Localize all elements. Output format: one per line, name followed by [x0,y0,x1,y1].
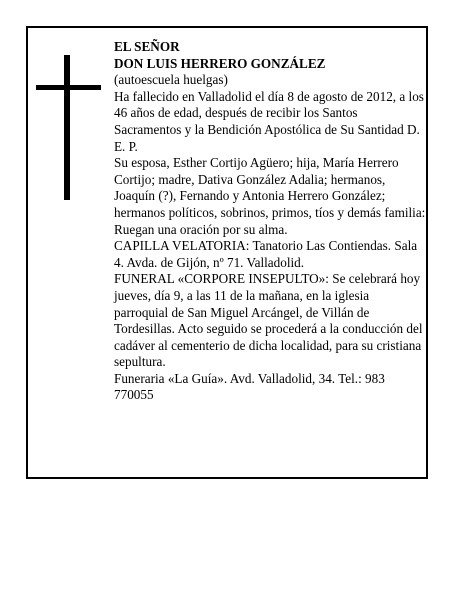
notice-heading-title: EL SEÑOR [114,39,180,54]
notice-text [114,39,426,404]
notice-subtitle: (autoescuela huelgas) [114,72,228,88]
notice-heading-name: DON LUIS HERRERO GONZÁLEZ [114,55,326,71]
obituary-notice [26,26,428,479]
notice-paragraph-death: Ha fallecido en Valladolid el día 8 de agosto de 2012, a los 46 años de edad, después de recibir los Santos Sacramentos y la Bendición Apostólica de Su Santidad D. E. P. [114,88,424,154]
notice-paragraph-prayer: Ruegan una oración por su alma. [114,221,288,237]
cross-icon [36,55,101,200]
notice-paragraph-funeral: FUNERAL «CORPORE INSEPULTO»: Se celebrará hoy jueves, día 9, a las 11 de la mañana, en la iglesia parroquial de San Miguel Arcángel, de Villán de Tordesillas. Acto seguido se procederá a la conducción del cadáver al cementerio de dicha localidad, para su cristiana sepultura. [114,271,423,370]
notice-paragraph-chapel: CAPILLA VELATORIA: Tanatorio Las Contiendas. Sala 4. Avda. de Gijón, nº 71. Valladolid. [114,238,418,270]
cross-horizontal-bar [36,85,101,90]
cross-vertical-bar [64,55,70,200]
notice-paragraph-funeral-home: Funeraria «La Guía». Avd. Valladolid, 34. Tel.: 983 770055 [114,370,385,403]
notice-paragraph-family: Su esposa, Esther Cortijo Agüero; hija, María Herrero Cortijo; madre, Dativa González Adalia; hermanos, Joaquín (?), Fernando y Antonia Herrero González; hermanos políticos, sobrinos, primos, tíos y demás familia: [114,155,426,220]
